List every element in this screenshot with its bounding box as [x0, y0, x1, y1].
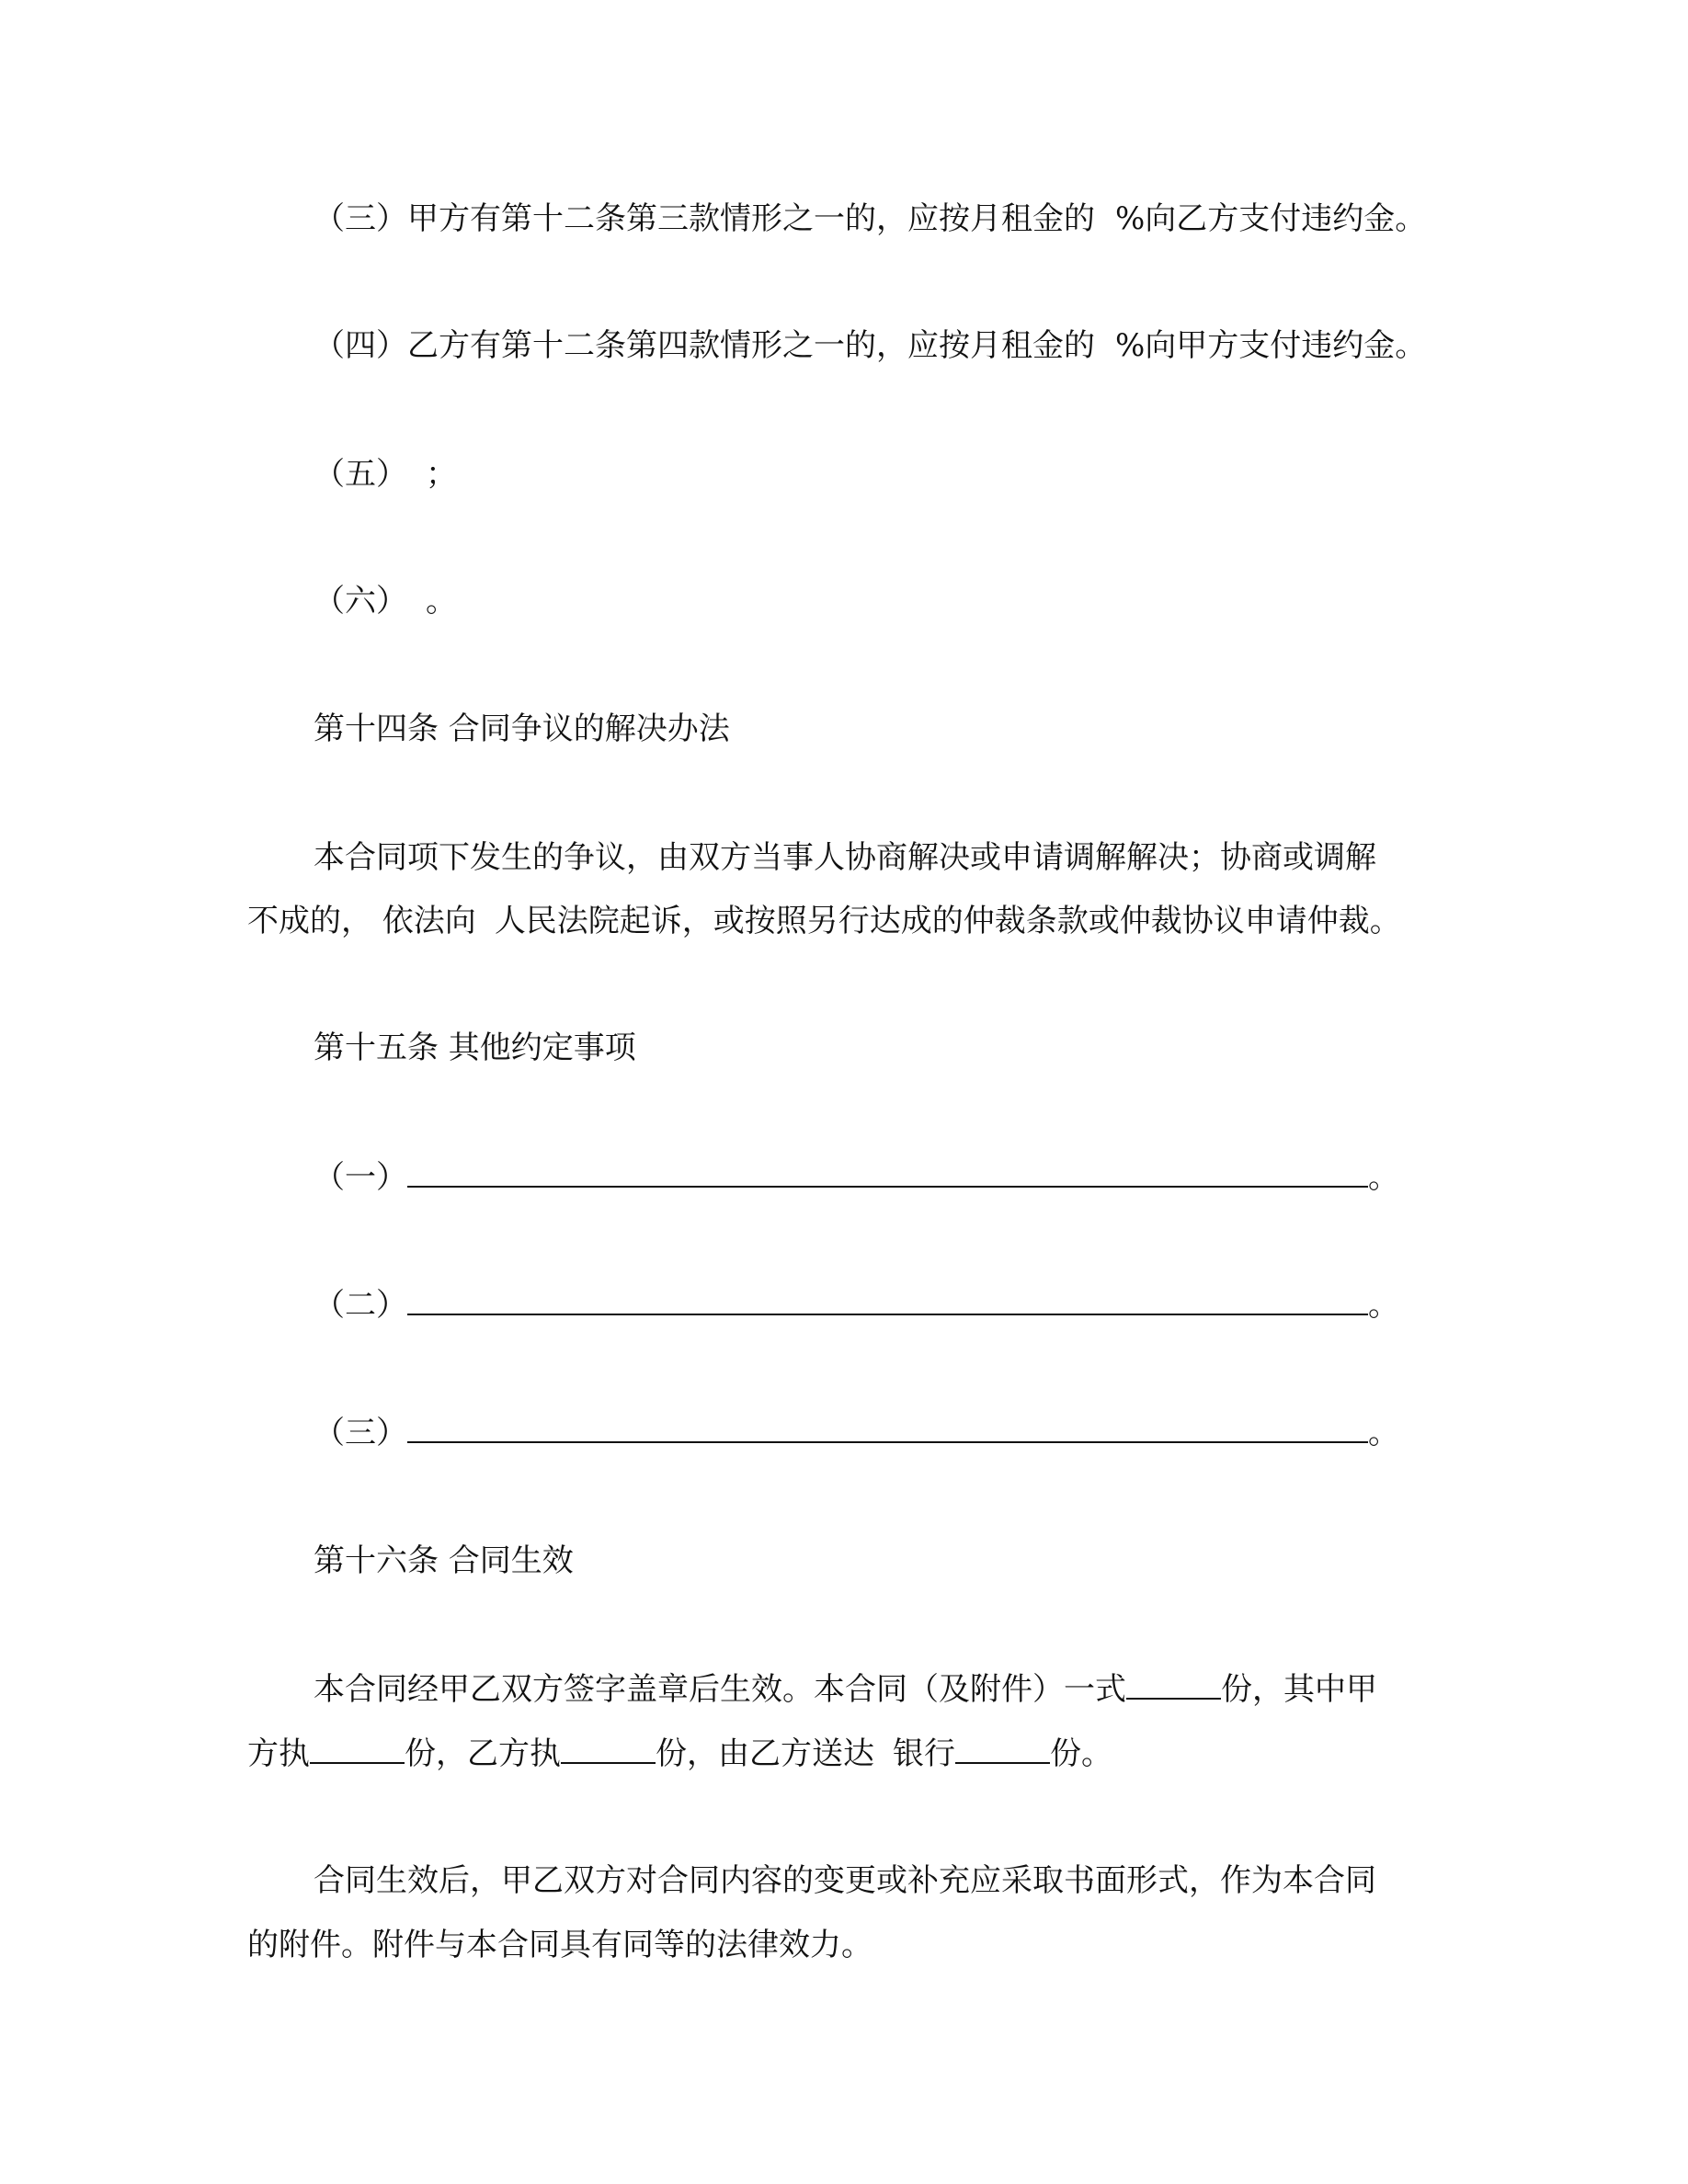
- article-16-para-2-line-1: 合同生效后，甲乙双方对合同内容的变更或补充应采取书面形式，作为本合同: [314, 1862, 1376, 1899]
- article-15-item-3-end: 。: [1368, 1415, 1399, 1451]
- clause-13-3: [314, 199, 1426, 239]
- clause-13-3-text: （三）甲方有第十二条第三款情形之一的，应按月租金的: [314, 200, 1095, 237]
- article-15-item-2-blank[interactable]: [407, 1286, 1368, 1315]
- article-16-para-2-line-2: 的附件。附件与本合同具有同等的法律效力。: [247, 1927, 873, 1963]
- article-14-heading: 第十四条 合同争议的解决办法: [314, 711, 730, 747]
- article-16-p2-a: 方执: [247, 1735, 310, 1772]
- article-14-para-line-2a: 不成的， 依法向: [247, 903, 476, 939]
- article-15-item-2: [314, 1285, 1399, 1325]
- article-16-p2-b: 份，乙方执: [405, 1735, 561, 1772]
- article-16-p1-b: 份，其中甲: [1221, 1671, 1377, 1708]
- article-15-item-3: [314, 1413, 1399, 1453]
- article-15-item-1: [314, 1157, 1399, 1198]
- copies-party-a-blank[interactable]: [310, 1735, 405, 1764]
- clause-13-5: [314, 454, 457, 495]
- clause-13-4-text: （四）乙方有第十二条第四款情形之一的，应按月租金的: [314, 327, 1095, 364]
- article-15-item-1-blank[interactable]: [407, 1158, 1368, 1188]
- copies-total-blank[interactable]: [1126, 1670, 1221, 1700]
- copies-bank-blank[interactable]: [955, 1735, 1050, 1764]
- article-16-p2-c: 份，由乙方送达: [656, 1735, 874, 1772]
- clause-13-5-label: （五）: [314, 456, 407, 493]
- article-15-item-2-end: 。: [1368, 1287, 1399, 1324]
- clause-13-4-percent: %向甲方支付违约金。: [1115, 327, 1427, 364]
- article-16-para-1-line-2: [247, 1734, 1112, 1774]
- clause-13-6-tail: 。: [426, 583, 457, 620]
- article-14-para-line-2b: 人民法院起诉，或按照另行达成的仲裁条款或仲裁协议申请仲裁。: [494, 903, 1401, 939]
- clause-13-3-percent: %向乙方支付违约金。: [1115, 200, 1427, 237]
- article-16-p1-a: 本合同经甲乙双方签字盖章后生效。本合同（及附件）一式: [314, 1671, 1126, 1708]
- clause-13-6-label: （六）: [314, 583, 407, 620]
- article-15-heading: 第十五条 其他约定事项: [314, 1029, 636, 1066]
- article-14-para-line-2: [247, 901, 1401, 941]
- article-15-item-1-label: （一）: [314, 1159, 407, 1196]
- article-14-para-line-1: 本合同项下发生的争议，由双方当事人协商解决或申请调解解决；协商或调解: [314, 839, 1376, 876]
- article-16-para-1-line-1: [314, 1669, 1377, 1710]
- copies-party-b-blank[interactable]: [561, 1735, 656, 1764]
- article-15-item-3-blank[interactable]: [407, 1414, 1368, 1443]
- article-15-item-3-label: （三）: [314, 1415, 407, 1451]
- clause-13-5-tail: ；: [426, 456, 457, 493]
- article-16-p2-e: 份。: [1050, 1735, 1112, 1772]
- clause-13-6: [314, 581, 457, 621]
- article-15-item-1-end: 。: [1368, 1159, 1399, 1196]
- article-15-item-2-label: （二）: [314, 1287, 407, 1324]
- clause-13-4: [314, 325, 1426, 366]
- article-16-heading: 第十六条 合同生效: [314, 1542, 574, 1579]
- article-16-p2-d: 银行: [893, 1735, 955, 1772]
